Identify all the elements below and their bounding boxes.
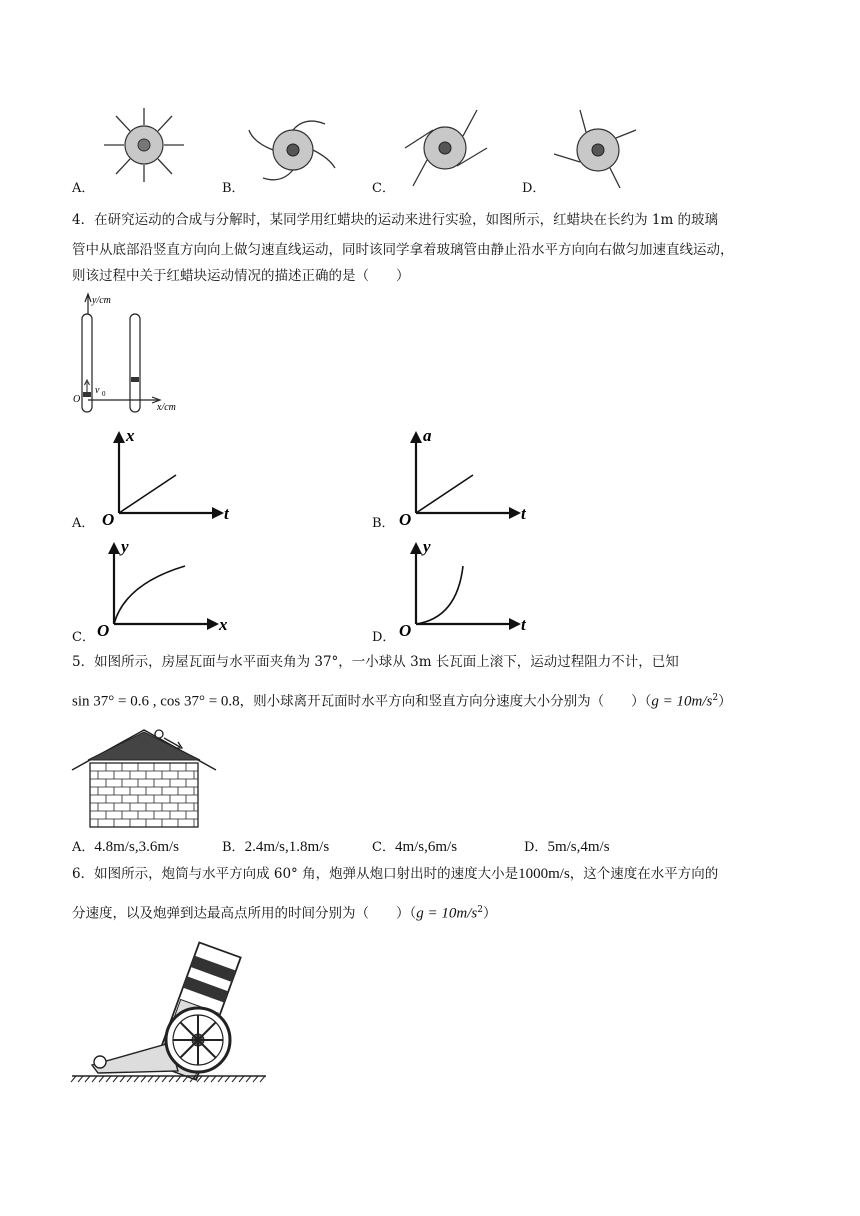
q6-line1b: ，这个速度在水平方向的 xyxy=(569,866,719,882)
q4-c-origin: O xyxy=(97,621,110,640)
q5-option-d-label: D． xyxy=(524,840,548,855)
q5-text-line1: 5．如图所示，房屋瓦面与水平面夹角为 37°，一小球从 3m 长瓦面上滚下，运动过程阻力不计，已知 xyxy=(72,654,679,670)
q3-option-b-figure xyxy=(245,110,345,192)
q4-fig-v0-sub: 0 xyxy=(102,390,106,398)
q4-experiment-figure xyxy=(70,292,190,417)
q4-fig-xlabel: x/cm xyxy=(157,402,176,413)
q6-text-line1 xyxy=(72,864,718,884)
q4-fig-ylabel: y/cm xyxy=(92,295,111,306)
q4-b-xaxis: t xyxy=(521,504,526,523)
q4-d-yaxis: y xyxy=(423,537,431,556)
q4-option-c-label[interactable]: C． xyxy=(72,630,95,645)
q5-line2-text: ，则小球离开瓦面时水平方向和竖直方向分速度大小分别为（ ）（ xyxy=(239,693,652,710)
q5-option-b-value: 2.4m/s,1.8m/s xyxy=(244,839,330,855)
q6-speed: 1000m/s xyxy=(518,866,570,882)
q4-option-a-graph xyxy=(100,425,240,530)
q3-option-a-label[interactable]: A． xyxy=(72,181,95,196)
q6-line1a: 6．如图所示，炮筒与水平方向成 60° 角，炮弹从炮口射出时的速度大小是 xyxy=(72,866,519,882)
q3-option-c-figure xyxy=(395,108,495,190)
q4-option-d-graph xyxy=(397,536,542,641)
q3-option-d-figure xyxy=(550,110,650,192)
q6-line2-end: ） xyxy=(482,905,497,922)
q5-option-b-label: B． xyxy=(222,840,245,855)
q5-option-a[interactable] xyxy=(72,837,179,858)
q3-option-c-label[interactable]: C． xyxy=(372,181,395,196)
q5-text-line2 xyxy=(72,688,732,712)
q4-option-b-label[interactable]: B． xyxy=(372,516,395,531)
q5-trig-values: sin 37° = 0.6 , cos 37° = 0.8 xyxy=(72,693,240,710)
q4-a-origin: O xyxy=(102,510,115,529)
q4-a-yaxis: x xyxy=(126,426,135,445)
q5-option-d-value: 5m/s,4m/s xyxy=(547,839,610,855)
q3-option-a-figure xyxy=(100,108,190,188)
q4-b-origin: O xyxy=(399,510,412,529)
q3-option-d-label[interactable]: D． xyxy=(522,181,546,196)
q5-option-b[interactable] xyxy=(222,837,329,858)
q5-option-d[interactable] xyxy=(524,837,610,858)
q6-text-line2 xyxy=(72,900,496,924)
q5-option-a-value: 4.8m/s,3.6m/s xyxy=(94,839,179,855)
q4-fig-origin: O xyxy=(73,394,81,405)
q6-line2a: 分速度，以及炮弹到达最高点所用的时间分别为（ ）（ xyxy=(72,905,417,922)
q6-g-sup: 2 xyxy=(477,905,483,915)
q4-text-line2: 管中从底部沿竖直方向向上做匀速直线运动，同时该同学拿着玻璃管由静止沿水平方向向右做匀加速直线运动， xyxy=(72,242,734,258)
q5-line2-end: ） xyxy=(718,693,732,710)
q5-option-c-value: 4m/s,6m/s xyxy=(394,839,458,855)
q3-option-b-label[interactable]: B． xyxy=(222,181,245,196)
q4-text-line3: 则该过程中关于红蜡块运动情况的描述正确的是（ ） xyxy=(72,268,410,284)
q6-g-value: g = 10m/s xyxy=(416,905,478,922)
q4-option-c-graph xyxy=(95,536,240,641)
q4-fig-v0: v xyxy=(95,385,100,396)
q5-option-a-label: A． xyxy=(72,840,95,855)
q5-option-c-label: C． xyxy=(372,840,395,855)
q4-text-line1: 4．在研究运动的合成与分解时，某同学用红蜡块的运动来进行实验，如图所示，红蜡块在长约为 1m 的玻璃 xyxy=(72,212,719,228)
q4-d-origin: O xyxy=(399,621,412,640)
q4-a-xaxis: t xyxy=(224,504,229,523)
q4-c-yaxis: y xyxy=(121,537,129,556)
q4-option-b-graph xyxy=(397,425,537,530)
q4-c-xaxis: x xyxy=(219,615,228,634)
q4-d-xaxis: t xyxy=(521,615,526,634)
q4-option-d-label[interactable]: D． xyxy=(372,630,396,645)
q5-g-sup: 2 xyxy=(712,693,719,703)
q5-house-figure xyxy=(70,722,220,832)
q5-option-c[interactable] xyxy=(372,837,457,858)
q4-b-yaxis: a xyxy=(423,426,432,445)
q4-option-a-label[interactable]: A． xyxy=(72,516,95,531)
q6-cannon-figure xyxy=(70,935,270,1085)
q5-g-value: g = 10m/s xyxy=(651,693,713,710)
